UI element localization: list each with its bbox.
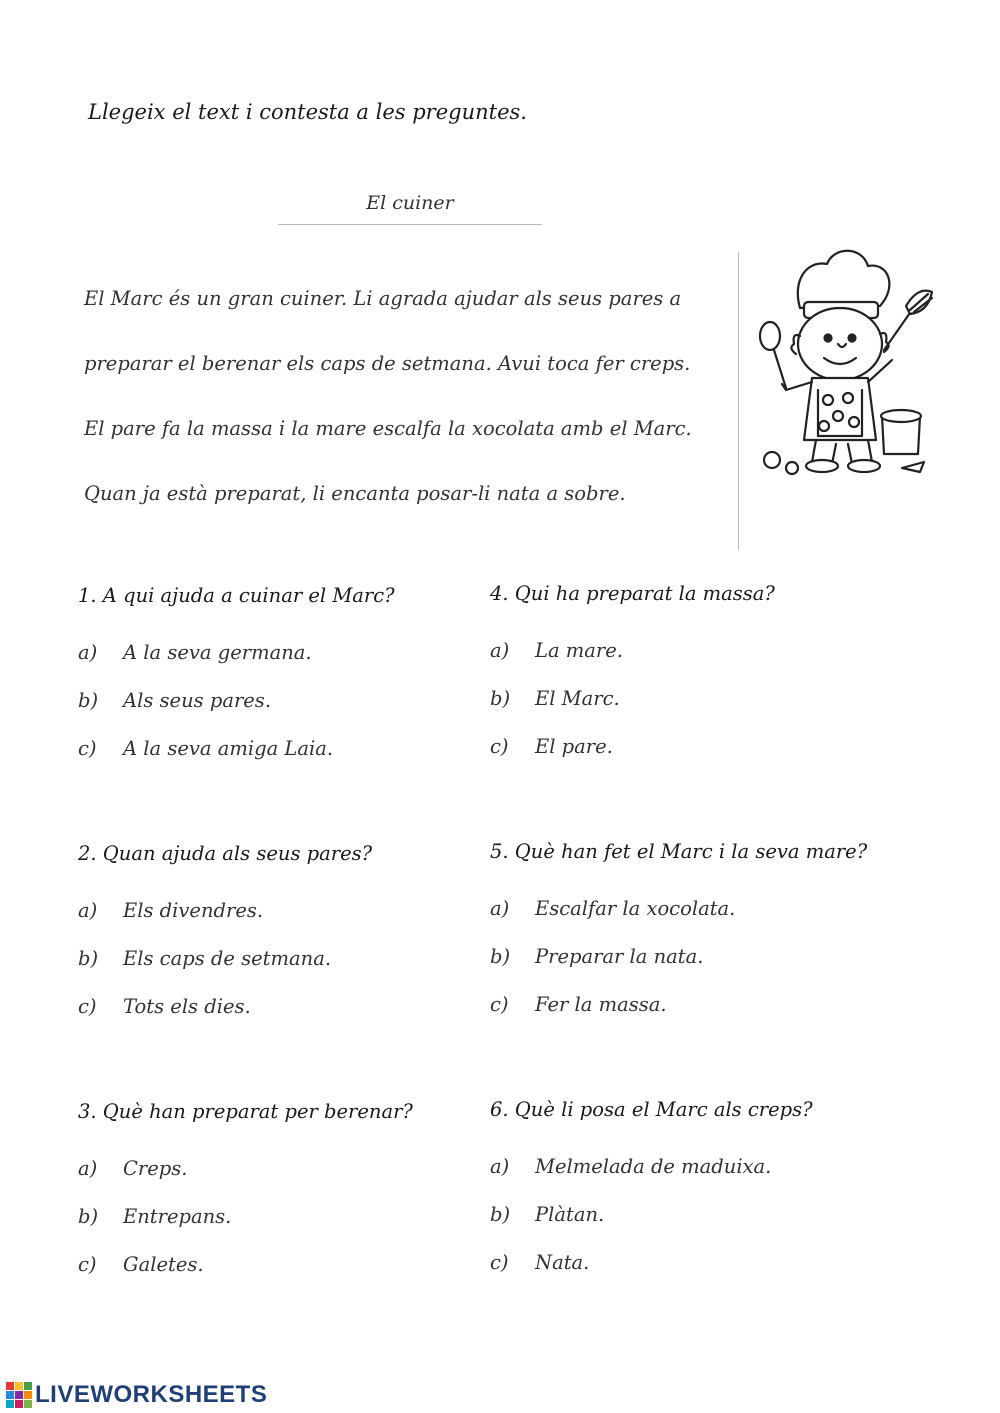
question-5: [490, 836, 910, 1038]
option-letter: b): [490, 1203, 511, 1226]
option-letter: b): [78, 1205, 99, 1228]
option-letter: c): [490, 1251, 509, 1274]
logo-grid-cell: [15, 1400, 23, 1408]
story-text: [84, 282, 734, 542]
question-2: [78, 838, 498, 1040]
question-text: 1. A qui ajuda a cuinar el Marc?: [78, 584, 395, 607]
option-text: A la seva germana.: [123, 641, 312, 664]
option-text: Melmelada de maduixa.: [535, 1155, 772, 1178]
logo-grid-cell: [6, 1400, 14, 1408]
vertical-divider: [738, 252, 739, 550]
logo-text: LIVEWORKSHEETS: [35, 1381, 268, 1408]
option-letter: a): [78, 641, 98, 664]
answer-option[interactable]: [78, 1250, 498, 1298]
option-text: Nata.: [535, 1251, 590, 1274]
option-text: Entrepans.: [123, 1205, 232, 1228]
logo-grid-cell: [24, 1382, 32, 1390]
story-line: Quan ja està preparat, li encanta posar-li nata a sobre.: [84, 482, 626, 505]
question-4: [490, 578, 910, 780]
title-underline: [278, 224, 542, 225]
option-letter: b): [490, 687, 511, 710]
option-text: Preparar la nata.: [535, 945, 704, 968]
story-line: El Marc és un gran cuiner. Li agrada ajudar als seus pares a: [84, 287, 682, 310]
option-letter: c): [78, 995, 97, 1018]
answer-option[interactable]: [490, 636, 910, 684]
option-text: Als seus pares.: [123, 689, 272, 712]
option-text: El Marc.: [535, 687, 620, 710]
option-letter: a): [78, 1157, 98, 1180]
answer-option[interactable]: [78, 734, 498, 782]
answer-option[interactable]: [490, 1248, 910, 1296]
answer-option[interactable]: [490, 684, 910, 732]
option-letter: c): [490, 993, 509, 1016]
option-text: El pare.: [535, 735, 613, 758]
option-letter: b): [78, 689, 99, 712]
option-text: Galetes.: [123, 1253, 204, 1276]
logo-grid-cell: [15, 1382, 23, 1390]
logo-grid-cell: [24, 1391, 32, 1399]
story-title: El cuiner: [366, 192, 454, 214]
answer-option[interactable]: [78, 638, 498, 686]
answer-option[interactable]: [490, 942, 910, 990]
option-text: Creps.: [123, 1157, 188, 1180]
answer-option[interactable]: [490, 1200, 910, 1248]
answer-option[interactable]: [490, 1152, 910, 1200]
option-text: Fer la massa.: [535, 993, 667, 1016]
option-text: Els caps de setmana.: [123, 947, 332, 970]
option-text: Escalfar la xocolata.: [535, 897, 736, 920]
story-line: El pare fa la massa i la mare escalfa la xocolata amb el Marc.: [84, 417, 692, 440]
option-letter: a): [78, 899, 98, 922]
option-letter: a): [490, 639, 510, 662]
option-text: A la seva amiga Laia.: [123, 737, 334, 760]
question-1: [78, 580, 498, 782]
logo-grid-cell: [15, 1391, 23, 1399]
option-letter: b): [78, 947, 99, 970]
logo-grid-cell: [24, 1400, 32, 1408]
question-text: 2. Quan ajuda als seus pares?: [78, 842, 373, 865]
answer-option[interactable]: [490, 990, 910, 1038]
option-text: Plàtan.: [535, 1203, 605, 1226]
logo-grid-cell: [6, 1382, 14, 1390]
liveworksheets-logo[interactable]: [6, 1382, 267, 1408]
option-text: La mare.: [535, 639, 623, 662]
question-text: 5. Què han fet el Marc i la seva mare?: [490, 840, 868, 863]
story-line: preparar el berenar els caps de setmana. Avui toca fer creps.: [84, 352, 691, 375]
logo-grid-icon: [6, 1382, 32, 1408]
question-text: 6. Què li posa el Marc als creps?: [490, 1098, 813, 1121]
answer-option[interactable]: [78, 1202, 498, 1250]
question-text: 3. Què han preparat per berenar?: [78, 1100, 413, 1123]
option-text: Tots els dies.: [123, 995, 251, 1018]
option-letter: c): [490, 735, 509, 758]
logo-grid-cell: [6, 1391, 14, 1399]
instruction-text: Llegeix el text i contesta a les preguntes.: [88, 100, 527, 124]
question-3: [78, 1096, 498, 1298]
answer-option[interactable]: [490, 732, 910, 780]
chef-illustration: [752, 240, 942, 485]
option-letter: a): [490, 897, 510, 920]
answer-option[interactable]: [490, 894, 910, 942]
option-text: Els divendres.: [123, 899, 264, 922]
option-letter: c): [78, 1253, 97, 1276]
option-letter: c): [78, 737, 97, 760]
question-text: 4. Qui ha preparat la massa?: [490, 582, 775, 605]
answer-option[interactable]: [78, 944, 498, 992]
option-letter: b): [490, 945, 511, 968]
option-letter: a): [490, 1155, 510, 1178]
answer-option[interactable]: [78, 686, 498, 734]
answer-option[interactable]: [78, 1154, 498, 1202]
question-6: [490, 1094, 910, 1296]
answer-option[interactable]: [78, 896, 498, 944]
answer-option[interactable]: [78, 992, 498, 1040]
